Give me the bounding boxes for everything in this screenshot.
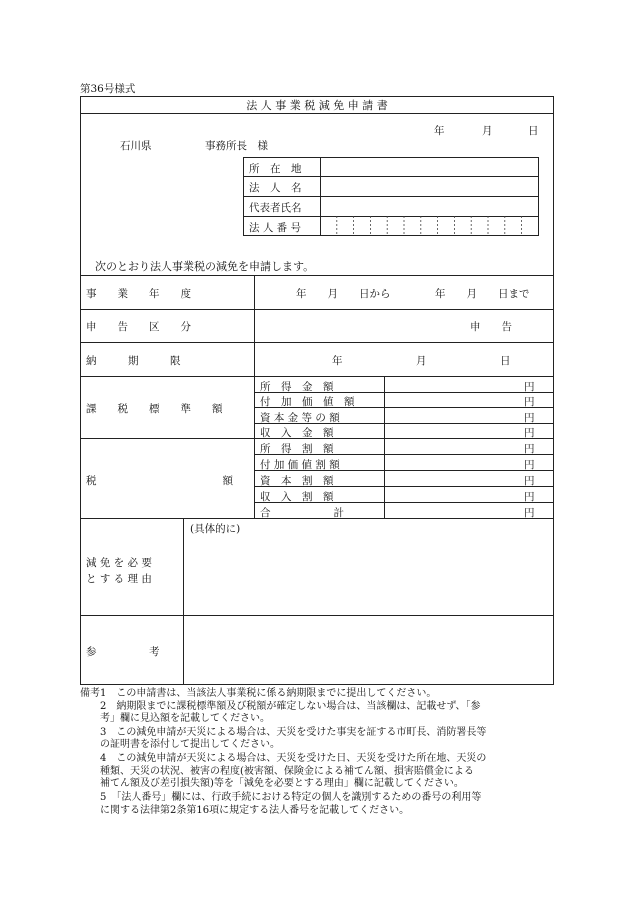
business-year-label: 事 業 年 度 <box>86 288 191 300</box>
rep-name-field[interactable] <box>321 197 537 215</box>
divider <box>80 309 554 310</box>
note-line: 4 この減免申請が天災による場合は、天災を受けた日、天災を受けた所在地、天災の <box>80 753 487 764</box>
note-line: に関する法律第2条第16項に規定する法人番号を記載してください。 <box>80 805 410 816</box>
divider <box>183 518 184 685</box>
form-title: 法 人 事 業 税 減 免 申 請 書 <box>246 99 388 112</box>
yen-unit: 円 <box>524 412 535 424</box>
divider <box>384 376 385 518</box>
filing-type-label: 申 告 区 分 <box>86 321 191 333</box>
note-line: 補てん額及び差引損失額)等を「減免を必要とする理由」欄に記載してください。 <box>80 778 464 789</box>
yen-unit: 円 <box>524 443 535 455</box>
yen-unit: 円 <box>524 459 535 471</box>
date-year: 年 <box>434 125 445 137</box>
note-line: 5 「法人番号」欄には、行政手続における特定の個人を識別するための番号の利用等 <box>80 792 482 803</box>
yen-unit: 円 <box>524 475 535 487</box>
note-line: 種類、天災の状況、被害の程度(被害額、保険金による補てん額、損害賠償金による <box>80 766 474 777</box>
yen-unit: 円 <box>524 427 535 439</box>
addressee-prefecture: 石川県 <box>120 140 152 152</box>
tax-amount-item: 付 加 価 値 割 額 <box>260 459 340 471</box>
reason-label: と す る 理 由 <box>86 573 152 585</box>
yen-unit: 円 <box>524 381 535 393</box>
reason-label: 減 免 を 必 要 <box>86 557 152 569</box>
yen-unit: 円 <box>524 396 535 408</box>
filing-type-value[interactable]: 申 告 <box>470 321 512 333</box>
rep-name-label: 代表者氏名 <box>249 202 302 214</box>
divider <box>80 113 554 114</box>
corp-name-field[interactable] <box>321 177 537 195</box>
form-number: 第36号様式 <box>80 83 136 95</box>
tax-base-item: 所 得 金 額 <box>260 381 334 393</box>
tax-base-label: 課 税 標 準 額 <box>86 403 223 415</box>
corp-number-label: 法 人 番 号 <box>249 222 302 234</box>
corp-number-cells[interactable] <box>320 216 539 236</box>
business-year-from[interactable]: 年 月 日から <box>296 288 391 300</box>
date-day: 日 <box>528 125 539 137</box>
note-line: 2 納期限までに課税標準額及び税額が確定しない場合は、当該欄は、記載せず、「参 <box>80 701 481 712</box>
note-line: 3 この減免申請が天災による場合は、天災を受けた事実を証する市町長、消防署長等 <box>80 727 487 738</box>
reason-field[interactable] <box>186 535 552 613</box>
due-date-value[interactable]: 年 月 日 <box>332 355 511 367</box>
address-field[interactable] <box>321 158 537 175</box>
divider <box>80 615 554 616</box>
divider <box>80 275 554 276</box>
tax-base-item: 付 加 価 値 額 <box>260 396 355 408</box>
divider <box>254 275 255 518</box>
reason-hint: (具体的に) <box>190 523 241 535</box>
business-year-to[interactable]: 年 月 日まで <box>435 288 530 300</box>
tax-base-item: 資 本 金 等 の 額 <box>260 412 340 424</box>
remarks-label: 参 考 <box>86 646 160 658</box>
divider <box>80 342 554 343</box>
address-label: 所 在 地 <box>249 163 302 175</box>
due-date-label: 納 期 限 <box>86 355 181 367</box>
note-line: 備考1 この申請書は、当該法人事業税に係る納期限までに提出してください。 <box>80 688 437 699</box>
remarks-field[interactable] <box>186 617 552 683</box>
addressee-office: 事務所長 様 <box>205 140 268 152</box>
note-line: 考」欄に見込額を記載してください。 <box>80 713 270 724</box>
divider <box>80 376 554 377</box>
tax-amount-item: 資 本 割 額 <box>260 475 334 487</box>
tax-amount-item: 所 得 割 額 <box>260 443 334 455</box>
yen-unit: 円 <box>524 491 535 503</box>
date-month: 月 <box>482 125 493 137</box>
yen-unit: 円 <box>524 507 535 519</box>
tax-amount-label: 税 額 <box>86 475 233 487</box>
note-line: の証明書を添付して提出してください。 <box>80 739 280 750</box>
tax-base-item: 収 入 金 額 <box>260 427 334 439</box>
corp-name-label: 法 人 名 <box>249 182 302 194</box>
tax-amount-total: 合 計 <box>260 507 344 519</box>
intro-text: 次のとおり法人事業税の減免を申請します。 <box>95 260 315 273</box>
tax-amount-item: 収 入 割 額 <box>260 491 334 503</box>
